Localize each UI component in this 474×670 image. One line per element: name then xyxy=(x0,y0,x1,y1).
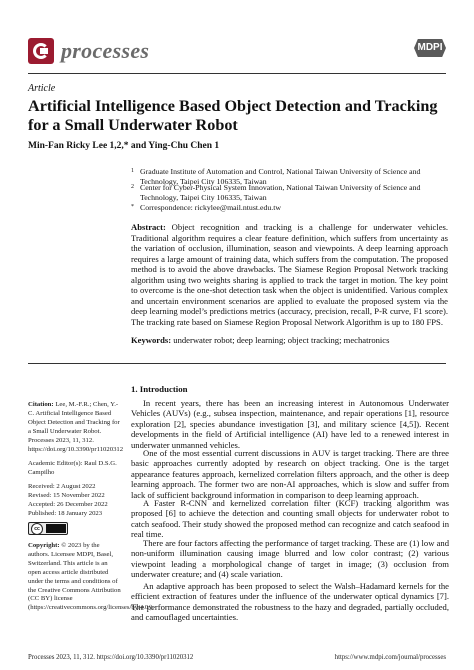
keywords xyxy=(131,335,448,346)
mdpi-logo-text: MDPI xyxy=(417,42,443,53)
footer-citation[interactable]: Processes 2023, 11, 312. https://doi.org/10.3390/pr11020312 xyxy=(28,654,194,661)
affiliation-mark: * xyxy=(131,204,134,210)
citation-label: Citation: xyxy=(28,401,54,408)
intro-paragraph-4: There are four factors affecting the performance of target tracking. These are (1) low and non-uniform illumination causing image blurred and low color contrast; (2) various viewpoint leading a morphological change of target in image; (3) occlusion from underwater creature; and (4) scale variation. xyxy=(131,538,449,580)
footer-journal-url[interactable]: https://www.mdpi.com/journal/processes xyxy=(334,654,446,661)
published-date: Published: 18 January 2023 xyxy=(28,510,103,517)
affiliation-text: Center for Cyber-Physical System Innovation, National Taiwan University of Science and Technology, Taipei City 106335, Taiwan xyxy=(140,183,421,202)
intro-paragraph-2: One of the most essential current discussions in AUV is target tracking. There are three basic approaches currently adopted by research on object tracking. One is the target appearance features approach, kernelized correlation filters approach, and the other is deep learning approach. The former two are non-AI approaches, which is slow and suffer from lack of sufficient background information in comparison to deep learning approach. xyxy=(131,448,449,500)
intro-paragraph-1: In recent years, there has been an increasing interest in Autonomous Underwater Vehicles (AUVs) (e.g., subsea inspection, maintenance, and repair operations [1], resource exploration [2], species abundance investigation [3], and military science [4,5]). Recent developments in the field of Artificial intelligence (AI) have led to a renewed interest in underwater unmanned vehicles. xyxy=(131,398,449,450)
citation-block xyxy=(28,401,122,454)
section-heading: 1. Introduction xyxy=(131,384,188,394)
affiliation-mark: 1 xyxy=(131,168,134,174)
accepted-date: Accepted: 26 December 2022 xyxy=(28,501,108,508)
citation-text[interactable]: Lee, M.-F.R.; Chen, Y.-C. Artificial Intelligence Based Object Detection and Tracking for a Small Underwater Robot. Processes 2023, 11, 312. https://doi.org/10.3390/pr11020312 xyxy=(28,401,124,453)
affiliation-2 xyxy=(131,183,449,202)
intro-paragraph-3: A Faster R-CNN and kernelized correlation filter (KCF) tracking algorithm was proposed [6] to achieve the detection and counting small objects for underwater robot to catch seafood. Their study showed the proposed method can recognize and catch seafood in real time. xyxy=(131,498,449,540)
intro-paragraph-5: An adaptive approach has been proposed to select the Walsh–Hadamard kernels for the efficient extraction of features under the influence of the underwater optical dynamics [7]. The performance demonstrated the robustness to the hazy and degraded, partially occluded, and camouflaged uncertainties. xyxy=(131,581,449,623)
processes-logo-icon xyxy=(28,38,54,64)
correspondence xyxy=(131,203,449,213)
abstract-label: Abstract: xyxy=(131,222,166,232)
journal-name: processes xyxy=(61,38,150,63)
keywords-text: underwater robot; deep learning; object tracking; mechatronics xyxy=(173,335,390,345)
abstract-text: Object recognition and tracking is a challenge for underwater vehicles. Traditional algorithm requires a clear feature definition, which suffers from uncertainty as the variation of occlusion, illumination, season and viewpoints. A deep learning approach requires a large amount of training data, which suffers from the computation. The proposed method is to avoid the above drawbacks. The Siamese Region Proposal Network tracking algorithm using two weights sharing is applied to track the target in motion. The key point to overcome is the one-shot detection task when the object is unidentified. Various complex and uncertain environment scenarios are applied to evaluate the proposed system via the deep learning model’s predictions metrics (accuracy, precision, recall, P-R curve, F1 score). The tracking rate based on Siamese Region Proposal Network Algorithm is up to 180 FPS. xyxy=(131,222,448,327)
affiliation-mark: 2 xyxy=(131,184,134,190)
revised-date: Revised: 15 November 2022 xyxy=(28,492,105,499)
article-title: Artificial Intelligence Based Object Detection and Tracking for a Small Underwater Robot xyxy=(28,97,438,134)
affiliation-text: Graduate Institute of Automation and Control, National Taiwan University of Science and Technology, Taipei City 106335, Taiwan xyxy=(140,167,421,186)
received-date: Received: 2 August 2022 xyxy=(28,483,96,490)
copyright-text: © 2023 by the authors. Licensee MDPI, Basel, Switzerland. This article is an open access article distributed under the terms and conditions of the Creative Commons Attribution (CC BY) license (https://creativecommons.org/licenses/by/4.0/). xyxy=(28,542,154,612)
cc-by-icon xyxy=(46,524,66,533)
journal-logo xyxy=(28,38,149,64)
copyright-block xyxy=(28,542,154,613)
cc-icon: cc xyxy=(31,523,43,535)
academic-editor: Academic Editor(s): Raul D.S.G. Campilho xyxy=(28,460,117,476)
cc-license-badge[interactable] xyxy=(28,522,68,535)
authors: Min-Fan Ricky Lee 1,2,* and Ying-Chu Chen 1 xyxy=(28,141,220,151)
mdpi-logo xyxy=(414,39,446,63)
article-type: Article xyxy=(28,83,56,94)
header-rule xyxy=(28,73,446,74)
correspondence-email[interactable]: Correspondence: rickylee@mail.ntust.edu.tw xyxy=(140,203,281,212)
abstract-rule xyxy=(28,363,446,364)
keywords-label: Keywords: xyxy=(131,335,172,345)
copyright-label: Copyright: xyxy=(28,542,60,549)
abstract xyxy=(131,222,448,327)
